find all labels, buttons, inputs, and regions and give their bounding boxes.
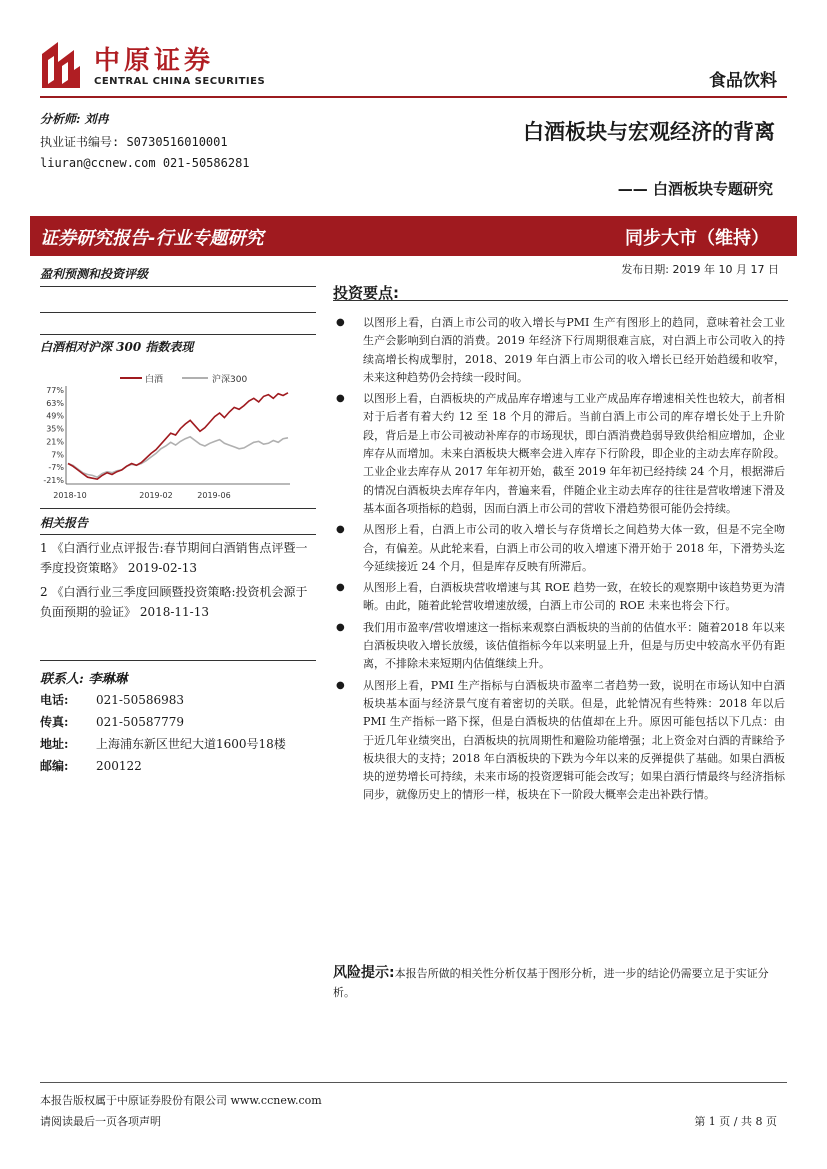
zip-label: 邮编: xyxy=(40,759,69,773)
list-item: ● 从图形上看，PMI 生产指标与白酒板块市盈率二者趋势一致，说明在市场认知中白酒板块基本面与经济景气度有着密切的关联。但是，此轮情况有些特殊：2018 年以后 PMI 生产指标一路下探，但是白酒板块的估值却在上升。原因可能包括以下几点：由于近几年业绩突出，白酒板块的抗周期性和避险功能增强；北上资金对白酒的青睐给予板块很大的支持；2018 年白酒板块的下跌为今年以来的反弹提供了基础。如果白酒板块的逆势增长可持续，未来市场的投资逻辑可能会改写；如果白酒行情最终与经济指标同步，就像历史上的情形一样，板块在下一阶段大概率会走出补跌行情。 xyxy=(336,678,785,802)
bullet-icon: ● xyxy=(336,582,345,594)
contact-person: 联系人: 李琳琳 xyxy=(40,672,128,687)
divider xyxy=(40,334,316,335)
analyst-contact: liuran@ccnew.com 021-50586281 xyxy=(40,156,250,170)
analyst-name: 分析师: 刘冉 xyxy=(40,112,109,126)
bullet-icon: ● xyxy=(336,317,345,328)
divider xyxy=(40,534,316,535)
chart-heading: 白酒相对沪深 300 指数表现 xyxy=(40,340,194,354)
y-tick-label: 7% xyxy=(51,450,64,460)
list-item: ● 以图形上看，白酒上市公司的收入增长与PMI 生产有图形上的趋同，意味着社会工业生产会影响到白酒的消费。2019 年经济下行周期很难言底，对白酒上市公司收入的持续高增长构成掣肘，2018、2019 年白酒上市公司的收入增长已经开始趋缓和收窄，未来这种趋势仍会持续一段时间。 xyxy=(336,316,785,384)
related-heading: 相关报告 xyxy=(40,516,89,530)
report-type: 证券研究报告-行业专题研究 xyxy=(40,228,264,249)
bullet-icon: ● xyxy=(336,621,345,633)
cert-number: 执业证书编号: S0730516010001 xyxy=(40,135,228,149)
phone-label: 电话: xyxy=(40,693,69,707)
investment-highlights-heading: 投资要点: xyxy=(333,284,399,302)
y-tick-label: 49% xyxy=(46,411,64,421)
series-line-hs300 xyxy=(68,437,288,477)
fax-value: 021-50587779 xyxy=(96,715,185,729)
risk-warning xyxy=(333,964,781,1002)
y-tick-label: 21% xyxy=(46,437,64,447)
related-report-2[interactable]: 2 《白酒行业三季度回顾暨投资策略:投资机会源于负面预期的验证》 2018-11-13 xyxy=(40,585,308,619)
x-tick-label: 2019-02 xyxy=(139,491,173,500)
publish-date: 发布日期: 2019 年 10 月 17 日 xyxy=(621,263,779,276)
divider xyxy=(40,312,316,313)
divider xyxy=(40,286,316,287)
rating: 同步大市（维持） xyxy=(625,228,769,249)
footer-copyright: 本报告版权属于中原证券股份有限公司 www.ccnew.com xyxy=(40,1094,322,1107)
y-tick-label: -21% xyxy=(43,476,64,485)
legend xyxy=(120,373,247,385)
zip-row xyxy=(40,756,316,776)
address-row xyxy=(40,734,316,754)
bullet-icon: ● xyxy=(336,524,345,536)
x-tick-label: 2019-06 xyxy=(197,491,231,500)
y-tick-label: 63% xyxy=(46,398,64,408)
y-tick-label: 35% xyxy=(46,424,64,434)
page-title: 白酒板块与宏观经济的背离 xyxy=(523,120,775,144)
list-item: ● 从图形上看，白酒上市公司的收入增长与存货增长之间趋势大体一致，但是不完全吻合，有偏差。从此轮来看，白酒上市公司的收入增速下滑开始于 2018 年，下滑势头迄今延续接近 24 个月，但是库存反映有所滞后。 xyxy=(336,523,785,573)
address-label: 地址: xyxy=(40,737,69,751)
page-number: 第 1 页 / 共 8 页 xyxy=(694,1115,777,1128)
address-value: 上海浦东新区世纪大道1600号18楼 xyxy=(96,737,286,751)
footer-notice: 请阅读最后一页各项声明 xyxy=(40,1115,161,1128)
divider xyxy=(40,660,316,661)
related-report-1[interactable]: 1 《白酒行业点评报告:春节期间白酒销售点评暨一季度投资策略》 2019-02-13 xyxy=(40,541,308,575)
company-logo-icon xyxy=(40,40,82,90)
phone-row xyxy=(40,690,316,710)
legend-label: 沪深300 xyxy=(212,375,248,385)
relative-performance-chart xyxy=(40,368,300,504)
list-item: ● 我们用市盈率/营收增速这一指标来观察白酒板块的当前的估值水平：随着2018 年以来白酒板块收入增长放缓，该估值指标今年以来明显上升，但是与历史中较高水平仍有距离，不排除未来短期内估值继续上升。 xyxy=(336,620,785,671)
forecast-heading: 盈利预测和投资评级 xyxy=(40,267,149,281)
zip-value: 200122 xyxy=(96,759,142,773)
x-tick-label: 2018-10 xyxy=(53,491,87,500)
logo-text-en: CENTRAL CHINA SECURITIES xyxy=(94,76,266,87)
list-item: ● 以图形上看，白酒板块的产成品库存增速与工业产成品库存增速相关性也较大，前者相对于后者有着大约 12 至 18 个月的滞后。当前白酒上市公司的库存增长处于上升阶段，背后是上市公司被动补库存的市场现状，即白酒消费趋弱导致供给相应增加，企业库存从而增加。未来白酒板块大概率会进入库存下行阶段，即企业的主动去库存阶段。工业企业去库存从 2017 年年初开始，截至 2019 年年初已经持续 24 个月，根据滞后的情况白酒板块去库存年内，普遍来看，伴随企业主动去库存的往往是营收增速下滑及基本面各项指标的趋弱，因而白酒上市公司的营收下滑趋势很可能仍会持续。 xyxy=(336,392,785,515)
investment-bullets xyxy=(333,314,785,808)
y-tick-label: 77% xyxy=(46,386,64,395)
logo-text-cn: 中原证券 xyxy=(94,46,215,76)
bullet-icon: ● xyxy=(336,393,345,405)
divider xyxy=(333,300,788,301)
phone-value: 021-50586983 xyxy=(96,693,185,707)
fax-row xyxy=(40,712,316,732)
legend-label: 白酒 xyxy=(145,375,164,385)
header-rule xyxy=(40,96,787,98)
divider xyxy=(40,508,316,509)
fax-label: 传真: xyxy=(40,715,69,729)
y-tick-label: -7% xyxy=(48,463,64,473)
page-subtitle: —— 白酒板块专题研究 xyxy=(617,180,773,198)
list-item: ● 从图形上看，白酒板块营收增速与其 ROE 趋势一致，在较长的观察期中该趋势更为清晰。由此，随着此轮营收增速放缓，白酒上市公司的 ROE 未来也将会下行。 xyxy=(336,581,785,613)
risk-label: 风险提示: xyxy=(333,965,395,981)
bullet-icon: ● xyxy=(336,679,345,691)
footer-rule xyxy=(40,1082,787,1083)
series-line-baijiu xyxy=(68,393,288,479)
industry-label: 食品饮料 xyxy=(709,71,777,91)
risk-text: 本报告所做的相关性分析仅基于图形分析，进一步的结论仍需要立足于实证分析。 xyxy=(333,967,769,999)
